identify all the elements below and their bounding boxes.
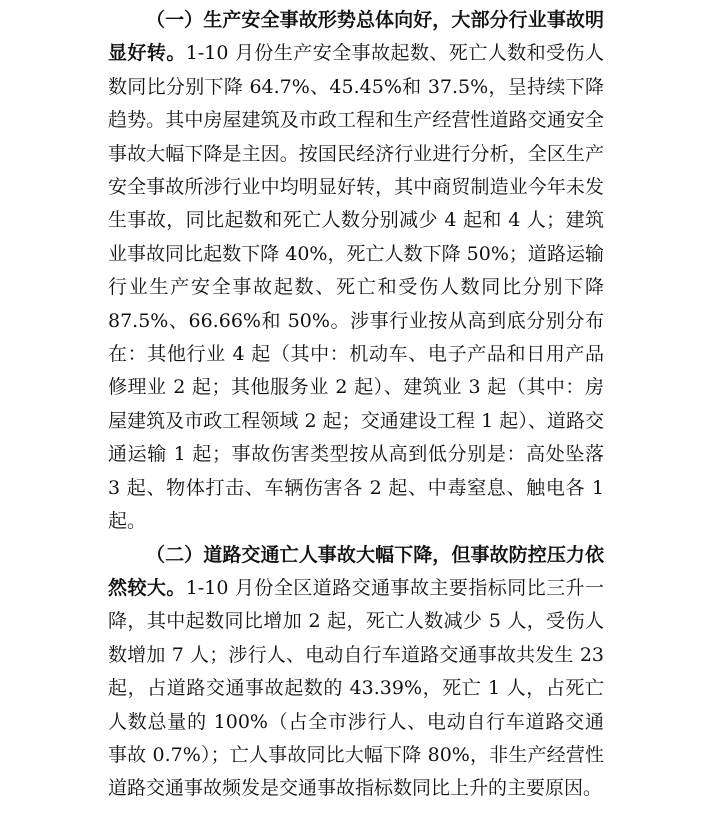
section-2-heading: （二）道路交通亡人事故大幅下降，但事故防控压力依然较大。	[108, 543, 604, 599]
document-page	[108, 4, 604, 806]
section-1-heading: （一）生产安全事故形势总体向好，大部分行业事故明显好转。	[108, 9, 604, 65]
section-2-paragraph	[108, 539, 604, 806]
section-1-paragraph	[108, 4, 604, 539]
section-1-body: 1-10 月份生产安全事故起数、死亡人数和受伤人数同比分别下降 64.7%、45.45%和 37.5%，呈持续下降趋势。其中房屋建筑及市政工程和生产经营性道路交通安全事故大幅下降是主因。按国民经济行业进行分析，全区生产安全事故所涉行业中均明显好转，其中商贸制造业今年未发生事故，同比起数和死亡人数分别减少 4 起和 4 人；建筑业事故同比起数下降 40%，死亡人数下降 50%；道路运输行业生产安全事故起数、死亡和受伤人数同比分别下降 87.5%、66.66%和 50%。涉事行业按从高到底分别分布在：其他行业 4 起（其中：机动车、电子产品和日用产品修理业 2 起；其他服务业 2 起）、建筑业 3 起（其中：房屋建筑及市政工程领域 2 起；交通建设工程 1 起）、道路交通运输 1 起；事故伤害类型按从高到低分别是：高处坠落 3 起、物体打击、车辆伤害各 2 起、中毒窒息、触电各 1 起。	[108, 42, 604, 533]
section-2-body: 1-10 月份全区道路交通事故主要指标同比三升一降，其中起数同比增加 2 起，死亡人数减少 5 人，受伤人数增加 7 人；涉行人、电动自行车道路交通事故共发生 23 起，占道路交通事故起数的 43.39%，死亡 1 人，占死亡人数总量的 100%（占全市涉行人、电动自行车道路交通事故 0.7%）；亡人事故同比大幅下降 80%，非生产经营性道路交通事故频发是交通事故指标数同比上升的主要原因。	[108, 576, 604, 800]
